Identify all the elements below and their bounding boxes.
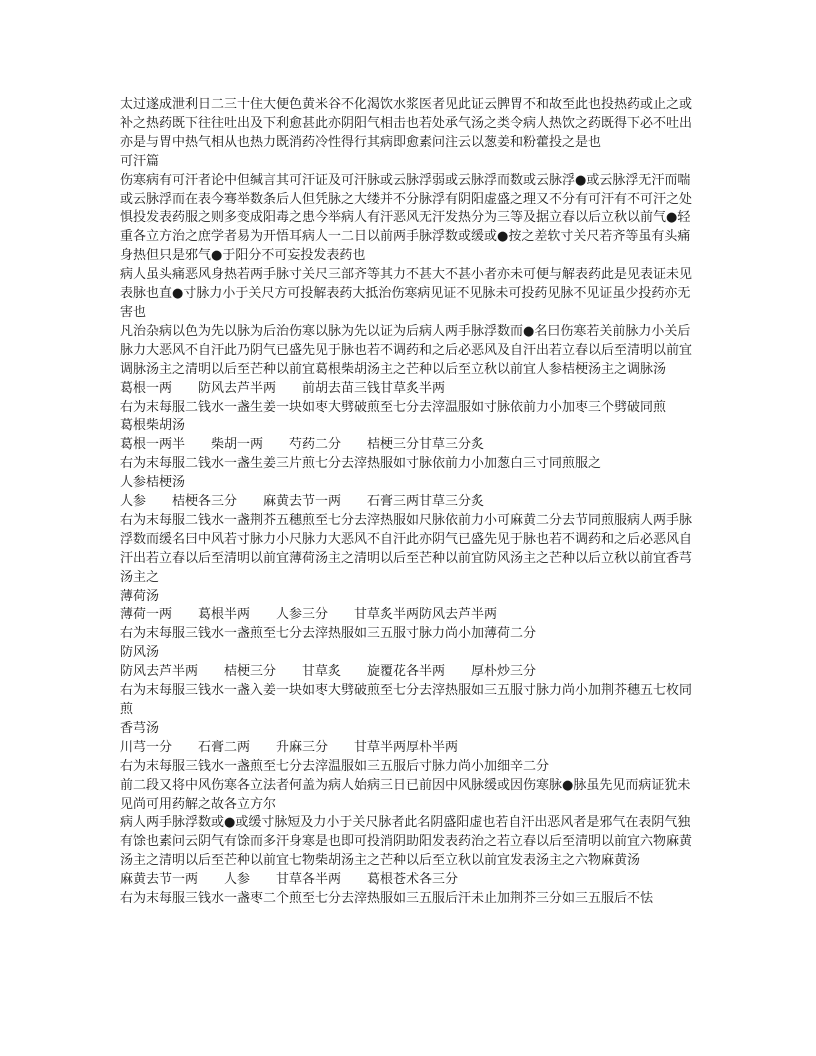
recipe-ingredients: 麻黄去节一两 人参 甘草各半两 葛根苍术各三分 [120,872,459,888]
text-line: 伤寒病有可汗者论中但缄言其可汗证及可汗脉或云脉浮弱或云脉浮而数或云脉浮●或云脉浮无汗而喘或云脉浮而在表今骞举数条后人但凭脉之大缕并不分脉浮有阴阳虚盛之理又不分有可汗有不可汗之处惧投发表药服之则多变成阳毒之患今举病人有汗恶风无汗发热分为三等及据立春以后立秋以前气●轻重各立方治之庶学者易为开悟耳病人一二日以前两手脉浮数或缓或●按之差软寸关尺若齐等虽有头痛身热但只是邪气●于阳分不可妄投发表药也 [120,172,693,264]
recipe-ingredients: 葛根一两 防风去芦半两 前胡去苗三钱甘草炙半两 [120,380,446,396]
recipe-instructions: 右为末每服二钱水一盏生姜三片煎七分去滓热服如寸脉依前力小加葱白三寸同煎服之 [120,456,602,472]
text-line: 太过遂成泄利日二三十住大便色黄米谷不化渴饮水浆医者见此证云脾胃不和故至此也投热药或止之或补之热药既下往往吐出及下利愈甚此亦阴阳气相击也若处承气汤之类令病人热饮之药既得下必不吐出亦是与胃中热气相从也热力既消药冷性得行其病即愈素问注云以葱姜和粉藿投之是也 [120,97,693,150]
text-line: 病人虽头痛恶风身热若两手脉寸关尺三部齐等其力不甚大不甚小者亦未可便与解表药此是见表证未见表脉也直●寸脉力小于关尺方可投解表药大抵治伤寒病见证不见脉未可投药见脉不见证虽少投药亦无害也 [120,267,693,320]
document-page [120,96,700,909]
recipe-ingredients: 薄荷一两 葛根半两 人参三分 甘草炙半两防风去芦半两 [120,607,498,623]
recipe-ingredients: 人参 桔梗各三分 麻黄去节一两 石膏三两甘草三分炙 [120,494,485,510]
recipe-title: 防风汤 [120,645,160,661]
recipe-title: 葛根柴胡汤 [120,418,186,434]
recipe-instructions: 右为末每服三钱水一盏枣二个煎至七分去滓热服如三五服后汗未止加荆芥三分如三五服后不怯 [120,891,654,907]
recipe-ingredients: 川芎一分 石膏二两 升麻三分 甘草半两厚朴半两 [120,739,459,755]
recipe-ingredients: 防风去芦半两 桔梗三分 甘草炙 旋覆花各半两 厚朴炒三分 [120,664,537,680]
recipe-title: 薄荷汤 [120,588,160,604]
recipe-instructions: 右为末每服三钱水一盏煎至七分去滓温服如三五服后寸脉力尚小加细辛二分 [120,758,550,774]
recipe-title: 香芎汤 [120,720,160,736]
section-heading-ke-han-pian: 可汗篇 [120,153,160,169]
recipe-ingredients: 葛根一两半 柴胡一两 芍药二分 桔梗三分甘草三分炙 [120,437,485,453]
recipe-title: 人参桔梗汤 [120,475,186,491]
recipe-instructions: 右为末每服三钱水一盏煎至七分去滓热服如三五服寸脉力尚小加薄荷二分 [120,626,537,642]
text-line: 病人两手脉浮数或●或缓寸脉短及力小于关尺脉者此名阴盛阳虚也若自汗出恶风者是邪气在表阴气独有馀也素问云阴气有馀而多汗身寒是也即可投消阴助阳发表药治之若立春以后至清明以前宜六物麻黄汤主之清明以后至芒种以前宜七物柴胡汤主之芒种以后至立秋以前宜发表汤主之六物麻黄汤 [120,815,693,869]
text-line: 前二段又将中风伤寒各立法者何盖为病人始病三日已前因中风脉缓或因伤寒脉●脉虽先见而病证犹未见尚可用药解之故各立方尔 [120,777,691,812]
recipe-instructions: 右为末每服二钱水一盏荆芥五穗煎至七分去滓热服如尺脉依前力小可麻黄二分去节同煎服病人两手脉浮数而缓名曰中风若寸脉力小尺脉力大恶风不自汗此亦阴气已盛先见于脉也若不调药和之后必恶风自汗出若立春以后至清明以前宜薄荷汤主之清明以后至芒种以前宜防风汤主之芒种以后立秋以前宜香芎汤主之 [120,512,693,585]
text-line: 凡治杂病以色为先以脉为后治伤寒以脉为先以证为后病人两手脉浮数而●名曰伤寒若关前脉力小关后脉力大恶风不自汗此乃阴气已盛先见于脉也若不调药和之后必恶风及自汗出若立春以后至清明以前宜调脉汤主之清明以后至芒种以前宜葛根柴胡汤主之芒种以后至立秋以前宜人参桔梗汤主之调脉汤 [120,323,693,377]
recipe-instructions: 右为末每服三钱水一盏入姜一块如枣大劈破煎至七分去滓热服如三五服寸脉力尚小加荆芥穗五七枚同煎 [120,683,693,717]
recipe-instructions: 右为末每服二钱水一盏生姜一块如枣大劈破煎至七分去滓温服如寸脉依前力小加枣三个劈破同煎 [120,399,667,415]
